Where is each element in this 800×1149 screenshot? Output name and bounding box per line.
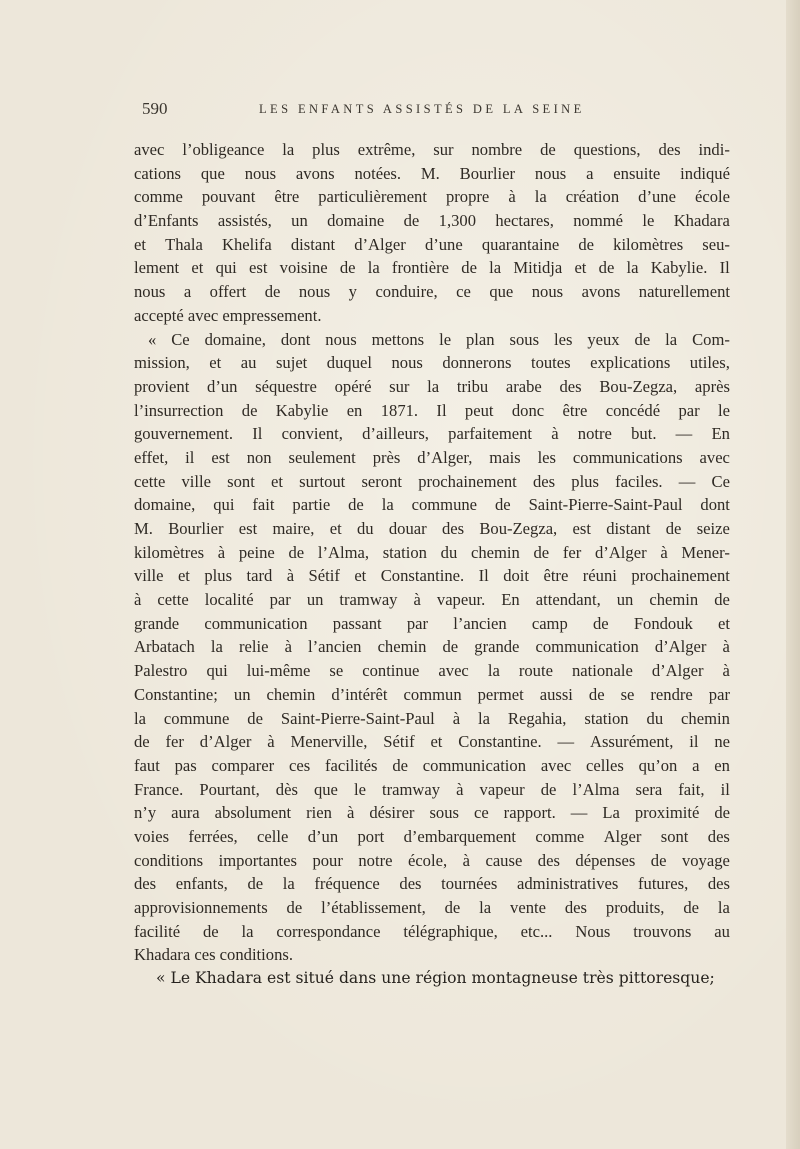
text-line: provient d’un séquestre opéré sur la tribu arabe des Bou-Zegza, après — [134, 376, 730, 396]
text-line: voies ferrées, celle d’un port d’embarquement comme Alger sont des — [134, 826, 730, 846]
text-line: l’insurrection de Kabylie en 1871. Il peut donc être concédé par le — [134, 400, 730, 420]
text-line: accepté avec empressement. — [134, 305, 322, 325]
text-line: faut pas comparer ces facilités de communication avec celles qu’on a en — [134, 755, 730, 775]
text-line: comme pouvant être particulièrement propre à la création d’une école — [134, 187, 730, 207]
text-line: « Ce domaine, dont nous mettons le plan sous les yeux de la Com- — [148, 329, 730, 349]
page-number: 590 — [142, 99, 168, 118]
running-title: LES ENFANTS ASSISTÉS DE LA SEINE — [259, 102, 585, 116]
text-line: lement et qui est voisine de la frontière de la Mitidja et de la Kabylie. Il — [134, 258, 730, 278]
text-line: kilomètres à peine de l’Alma, station du chemin de fer d’Alger à Mener- — [134, 542, 730, 562]
text-line: Palestro qui lui-même se continue avec la route nationale d’Alger à — [134, 661, 730, 681]
text-line: nous a offert de nous y conduire, ce que nous avons naturellement — [134, 282, 730, 302]
text-line: de fer d’Alger à Menerville, Sétif et Constantine. — Assurément, il ne — [134, 732, 730, 752]
page-header — [142, 99, 728, 123]
text-line: effet, il est non seulement près d’Alger, mais les communications avec — [134, 447, 730, 467]
text-line: d’Enfants assistés, un domaine de 1,300 hectares, nommé le Khadara — [134, 211, 730, 231]
text-line: ville et plus tard à Sétif et Constantine. Il doit être réuni prochainement — [134, 566, 730, 586]
text-line: mission, et au sujet duquel nous donnerons toutes explications utiles, — [134, 353, 730, 373]
text-line: grande communication passant par l’ancien camp de Fondouk et — [134, 613, 730, 633]
text-line: avec l’obligeance la plus extrême, sur nombre de questions, des indi- — [134, 140, 730, 159]
text-line: facilité de la correspondance télégraphique, etc... Nous trouvons au — [134, 921, 730, 941]
text-line: cations que nous avons notées. M. Bourlier nous a ensuite indiqué — [134, 163, 730, 183]
text-line: la commune de Saint-Pierre-Saint-Paul à la Regahia, station du chemin — [134, 708, 730, 728]
text-line: conditions importantes pour notre école, à cause des dépenses de voyage — [134, 850, 730, 870]
text-line: cette ville sont et surtout seront prochainement des plus faciles. — Ce — [134, 471, 730, 491]
text-line: à cette localité par un tramway à vapeur. En attendant, un chemin de — [134, 590, 730, 610]
text-line: des enfants, de la fréquence des tournées administratives futures, des — [134, 874, 730, 894]
text-line: France. Pourtant, dès que le tramway à vapeur de l’Alma sera fait, il — [134, 779, 730, 799]
text-line: Khadara ces conditions. — [134, 945, 293, 965]
text-line: n’y aura absolument rien à désirer sous ce rapport. — La proximité de — [134, 803, 730, 823]
text-line: approvisionnements de l’établissement, de la vente des produits, de la — [134, 898, 730, 917]
text-line: Arbatach la relie à l’ancien chemin de grande communication d’Alger à — [134, 637, 730, 657]
text-line: domaine, qui fait partie de la commune de Saint-Pierre-Saint-Paul dont — [134, 495, 730, 515]
text-line: « Le Khadara est situé dans une région montagneuse très pittoresque; — [156, 969, 715, 988]
text-line: gouvernement. Il convient, d’ailleurs, parfaitement à notre but. — En — [134, 424, 730, 444]
text-line: et Thala Khelifa distant d’Alger d’une quarantaine de kilomètres seu- — [134, 234, 730, 254]
body-text — [134, 138, 730, 991]
text-line: M. Bourlier est maire, et du douar des Bou-Zegza, est distant de seize — [134, 519, 730, 538]
page-edge-shadow — [786, 0, 800, 1149]
text-line: Constantine; un chemin d’intérêt commun permet aussi de se rendre par — [134, 684, 730, 704]
